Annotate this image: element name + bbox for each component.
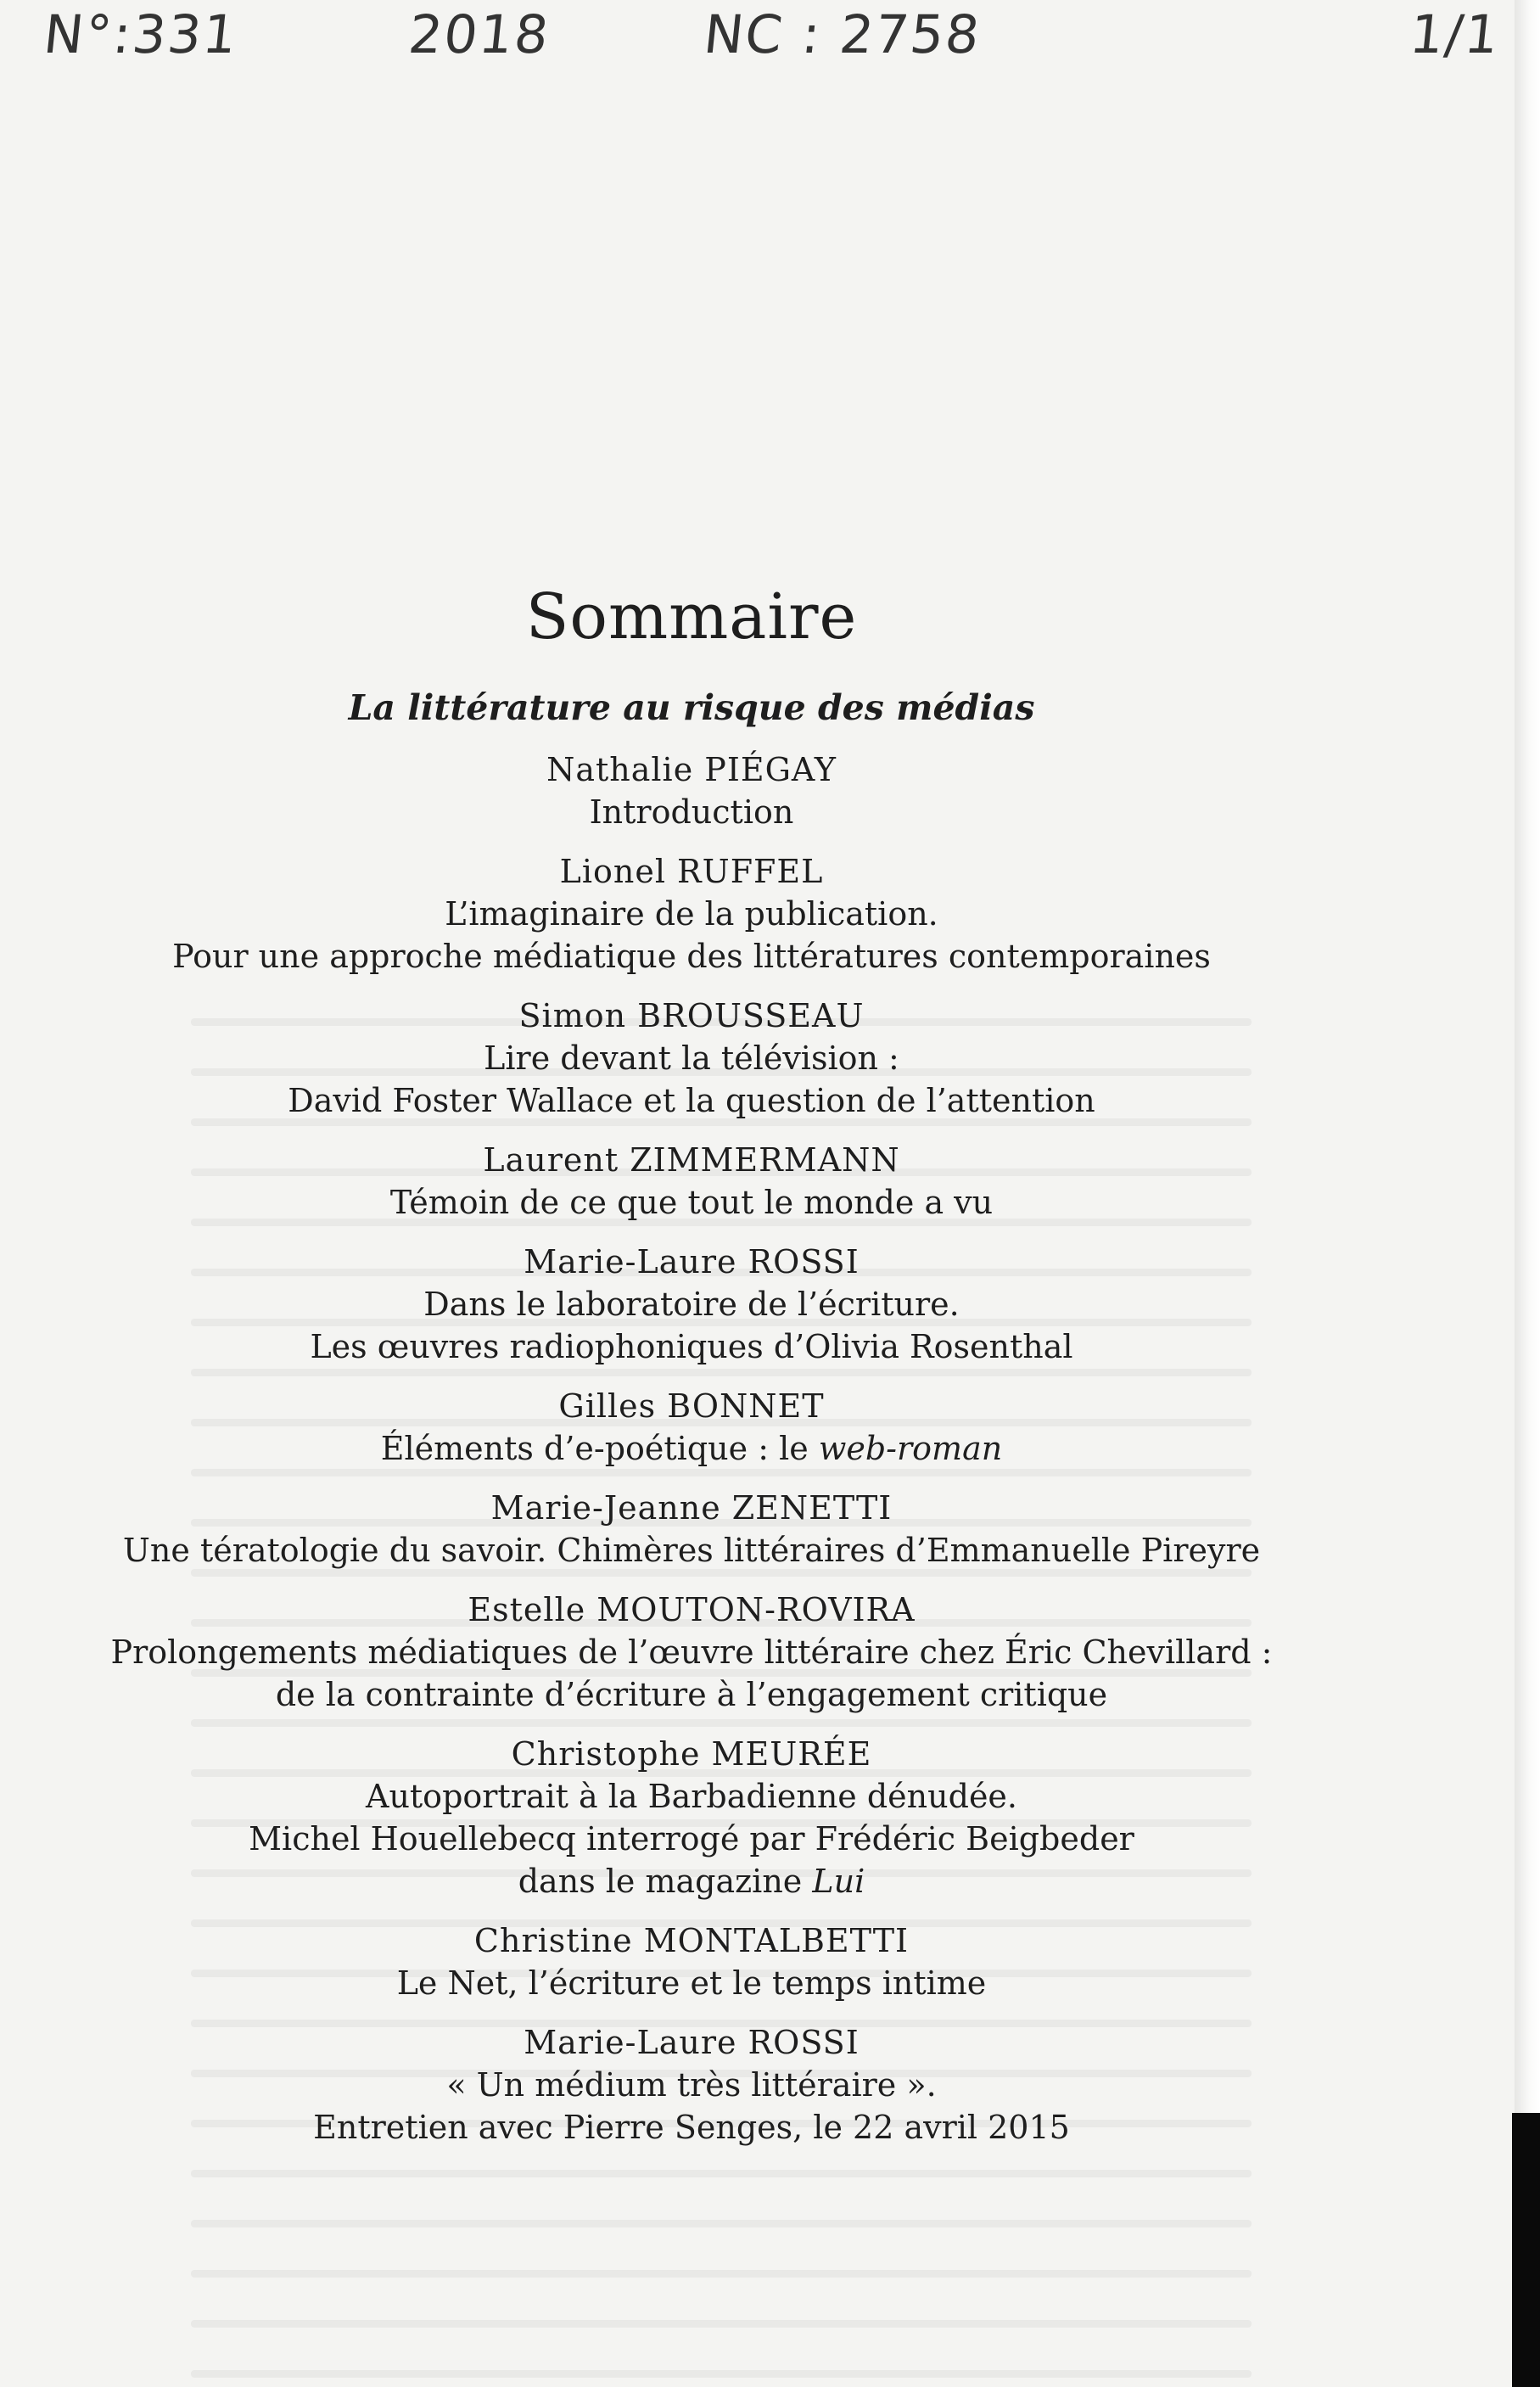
toc-entry: [0, 850, 1383, 978]
entry-author: Marie-Laure ROSSI: [524, 2024, 860, 2061]
toc-entry: [0, 2021, 1383, 2149]
toc-entry: [0, 1589, 1383, 1716]
page-title: Sommaire: [525, 580, 858, 653]
entry-title: David Foster Wallace et la question de l’attention: [288, 1082, 1095, 1119]
handwritten-page-fraction: 1/1: [1407, 3, 1504, 65]
entry-author: Christophe MEURÉE: [511, 1735, 872, 1773]
entry-author: Marie-Laure ROSSI: [524, 1243, 860, 1280]
entry-title: [0, 1860, 1383, 1902]
handwritten-number: N°:331: [41, 3, 242, 65]
scanner-edge-tab: [1512, 2113, 1540, 2387]
toc-entry: [0, 1385, 1383, 1470]
entry-title: Introduction: [589, 793, 794, 831]
entry-title: Le Net, l’écriture et le temps intime: [396, 1964, 987, 2002]
toc-entry: [0, 1487, 1383, 1572]
entry-title-text: dans le magazine: [518, 1863, 803, 1900]
toc-entry: [0, 1139, 1383, 1224]
handwritten-code: NC : 2758: [701, 3, 984, 65]
entry-title: Autoportrait à la Barbadienne dénudée.: [366, 1778, 1017, 1815]
entry-title: Pour une approche médiatique des littératures contemporaines: [172, 938, 1211, 975]
entry-title: Une tératologie du savoir. Chimères littéraires d’Emmanuelle Pireyre: [122, 1532, 1261, 1569]
entry-title: Prolongements médiatiques de l’œuvre littéraire chez Éric Chevillard :: [110, 1633, 1273, 1671]
toc-entry: [0, 1919, 1383, 2004]
entry-author: Christine MONTALBETTI: [473, 1922, 910, 1959]
entry-author: Simon BROUSSEAU: [518, 997, 865, 1034]
entry-author: Lionel RUFFEL: [559, 853, 824, 890]
entry-title: Témoin de ce que tout le monde a vu: [389, 1184, 994, 1221]
entry-title-italic: web-roman: [818, 1430, 1003, 1467]
entry-author: Nathalie PIÉGAY: [546, 751, 837, 788]
issue-subtitle: La littérature au risque des médias: [348, 687, 1035, 728]
toc-entry: [0, 748, 1383, 833]
entry-title: de la contrainte d’écriture à l’engagement critique: [275, 1676, 1108, 1713]
entry-author: Gilles BONNET: [558, 1387, 825, 1425]
toc-entry: [0, 1241, 1383, 1368]
entry-title: Lire devant la télévision :: [484, 1039, 899, 1077]
entry-title: [0, 1427, 1383, 1470]
entry-title: Les œuvres radiophoniques d’Olivia Rosenthal: [310, 1328, 1073, 1365]
entry-author: Marie-Jeanne ZENETTI: [490, 1489, 893, 1527]
entry-title-text: Éléments d’e-poétique : le: [380, 1430, 809, 1467]
table-of-contents: [0, 570, 1383, 2166]
entry-author: Estelle MOUTON-ROVIRA: [468, 1591, 916, 1628]
toc-entry: [0, 995, 1383, 1122]
entry-title: Dans le laboratoire de l’écriture.: [423, 1286, 960, 1323]
entry-title: « Un médium très littéraire ».: [446, 2066, 937, 2104]
entry-author: Laurent ZIMMERMANN: [483, 1141, 900, 1179]
handwritten-year: 2018: [406, 3, 553, 65]
entry-title: Entretien avec Pierre Senges, le 22 avril 2015: [313, 2109, 1070, 2146]
toc-entry: [0, 1733, 1383, 1902]
entry-title-italic: Lui: [812, 1863, 865, 1900]
page-edge: [1515, 0, 1540, 2387]
entry-title: L’imaginaire de la publication.: [445, 895, 938, 933]
entry-title: Michel Houellebecq interrogé par Frédéric Beigbeder: [249, 1820, 1134, 1857]
